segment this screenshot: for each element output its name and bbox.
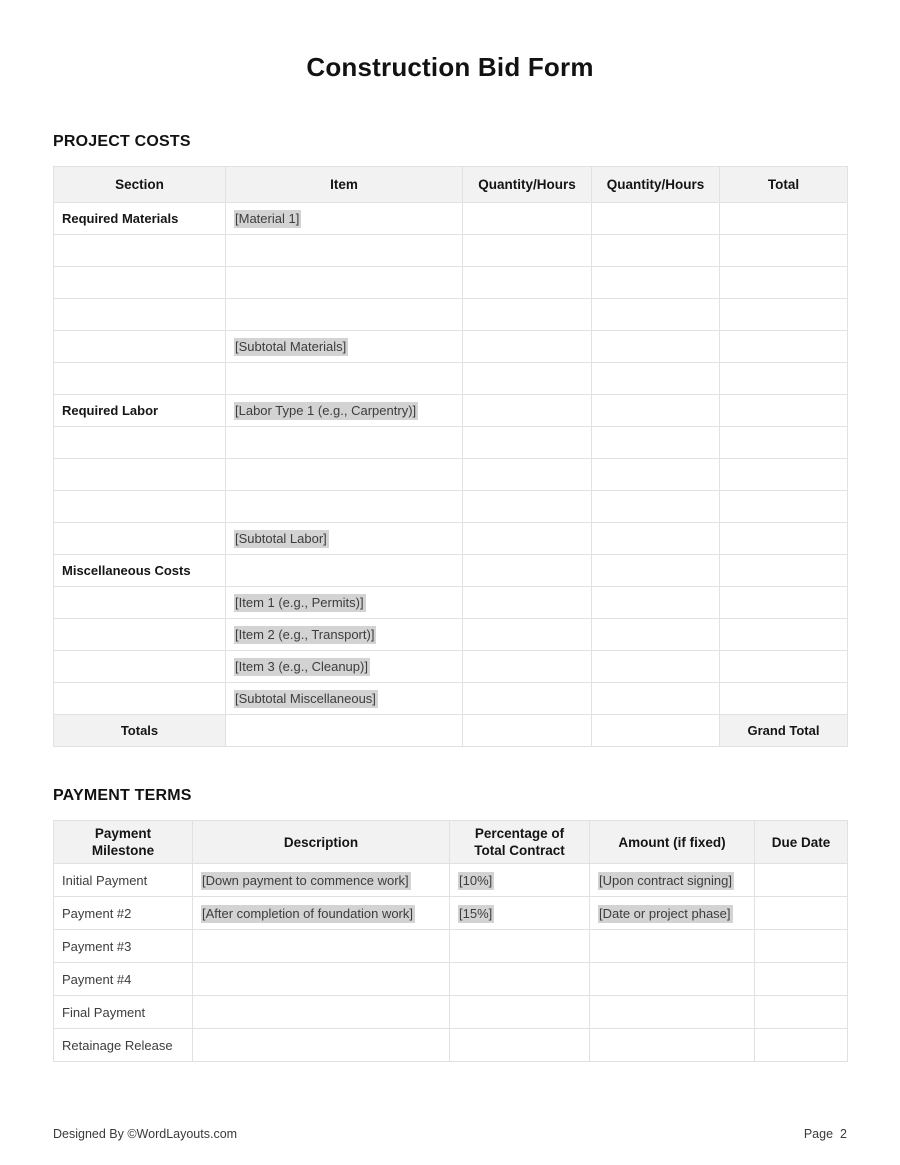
quantity-hours-cell <box>463 395 592 427</box>
project-costs-row <box>54 459 848 491</box>
column-header-item: Item <box>226 167 463 203</box>
quantity-hours-cell <box>592 715 720 747</box>
item-cell <box>226 203 463 235</box>
quantity-hours-cell <box>592 299 720 331</box>
quantity-hours-cell <box>463 619 592 651</box>
section-cell <box>54 267 226 299</box>
amount-cell <box>590 1029 755 1062</box>
quantity-hours-cell <box>463 459 592 491</box>
quantity-hours-cell <box>463 427 592 459</box>
form-field-placeholder[interactable]: [Item 2 (e.g., Transport)] <box>235 627 375 642</box>
column-header-percentage: Percentage of Total Contract <box>450 821 590 864</box>
item-cell <box>226 715 463 747</box>
project-costs-row <box>54 331 848 363</box>
section-cell: Totals <box>54 715 226 747</box>
page-title: Construction Bid Form <box>306 52 594 82</box>
column-header-payment-milestone: Payment Milestone <box>54 821 193 864</box>
form-field-placeholder[interactable]: [Down payment to commence work] <box>202 872 409 888</box>
quantity-hours-cell <box>592 203 720 235</box>
total-cell <box>720 363 848 395</box>
column-header-amount: Amount (if fixed) <box>590 821 755 864</box>
amount-cell <box>590 930 755 963</box>
item-cell <box>226 235 463 267</box>
item-cell <box>226 587 463 619</box>
quantity-hours-cell <box>592 523 720 555</box>
payment-terms-table <box>53 820 848 1062</box>
item-cell <box>226 555 463 587</box>
project-costs-row <box>54 427 848 459</box>
page-footer <box>53 1127 847 1141</box>
project-costs-header-row <box>54 167 848 203</box>
payment-milestone-cell: Payment #2 <box>54 897 193 930</box>
quantity-hours-cell <box>463 523 592 555</box>
quantity-hours-cell <box>592 491 720 523</box>
amount-cell <box>590 963 755 996</box>
form-field-placeholder[interactable]: [Item 3 (e.g., Cleanup)] <box>235 659 368 674</box>
item-cell <box>226 363 463 395</box>
section-cell <box>54 683 226 715</box>
payment-terms-row <box>54 996 848 1029</box>
total-cell <box>720 523 848 555</box>
amount-cell <box>590 996 755 1029</box>
section-cell <box>54 523 226 555</box>
payment-terms-header-row <box>54 821 848 864</box>
quantity-hours-cell <box>463 715 592 747</box>
section-cell: Required Materials <box>54 203 226 235</box>
page-number-value: 2 <box>840 1127 847 1141</box>
item-cell <box>226 619 463 651</box>
item-cell <box>226 331 463 363</box>
quantity-hours-cell <box>463 651 592 683</box>
form-field-placeholder[interactable]: [15%] <box>459 905 493 921</box>
quantity-hours-cell <box>463 331 592 363</box>
project-costs-row <box>54 363 848 395</box>
item-cell <box>226 395 463 427</box>
project-costs-row <box>54 651 848 683</box>
payment-terms-row <box>54 1029 848 1062</box>
payment-terms-body <box>54 864 848 1062</box>
form-field-placeholder[interactable]: [Labor Type 1 (e.g., Carpentry)] <box>235 403 417 418</box>
column-header-quantity-hours-2: Quantity/Hours <box>592 167 720 203</box>
quantity-hours-cell <box>592 619 720 651</box>
quantity-hours-cell <box>463 203 592 235</box>
quantity-hours-cell <box>592 587 720 619</box>
item-cell <box>226 299 463 331</box>
amount-cell <box>590 897 755 930</box>
form-field-placeholder[interactable]: [Subtotal Materials] <box>235 339 347 354</box>
payment-terms-row <box>54 897 848 930</box>
total-cell <box>720 331 848 363</box>
project-costs-row <box>54 715 848 747</box>
section-cell <box>54 363 226 395</box>
column-header-quantity-hours-1: Quantity/Hours <box>463 167 592 203</box>
due-date-cell <box>755 930 848 963</box>
section-cell <box>54 651 226 683</box>
page-number <box>804 1127 847 1141</box>
section-cell <box>54 587 226 619</box>
project-costs-row <box>54 523 848 555</box>
quantity-hours-cell <box>463 267 592 299</box>
project-costs-row <box>54 235 848 267</box>
payment-terms-heading: PAYMENT TERMS <box>53 787 192 804</box>
due-date-cell <box>755 897 848 930</box>
section-cell <box>54 459 226 491</box>
quantity-hours-cell <box>592 683 720 715</box>
total-cell <box>720 395 848 427</box>
column-header-description: Description <box>193 821 450 864</box>
form-field-placeholder[interactable]: [Material 1] <box>235 211 300 226</box>
section-cell <box>54 619 226 651</box>
project-costs-row <box>54 299 848 331</box>
total-cell <box>720 235 848 267</box>
form-field-placeholder[interactable]: [Subtotal Labor] <box>235 531 327 546</box>
item-cell <box>226 651 463 683</box>
section-cell <box>54 427 226 459</box>
percentage-cell <box>450 963 590 996</box>
column-header-section: Section <box>54 167 226 203</box>
total-cell <box>720 619 848 651</box>
quantity-hours-cell <box>463 363 592 395</box>
quantity-hours-cell <box>592 363 720 395</box>
form-field-placeholder[interactable]: [Date or project phase] <box>599 905 731 921</box>
total-cell <box>720 267 848 299</box>
column-header-due-date: Due Date <box>755 821 848 864</box>
quantity-hours-cell <box>463 683 592 715</box>
item-cell <box>226 683 463 715</box>
form-field-placeholder[interactable]: [Item 1 (e.g., Permits)] <box>235 595 364 610</box>
quantity-hours-cell <box>592 459 720 491</box>
total-cell: Grand Total <box>720 715 848 747</box>
section-cell <box>54 299 226 331</box>
quantity-hours-cell <box>463 235 592 267</box>
total-cell <box>720 651 848 683</box>
percentage-cell <box>450 930 590 963</box>
payment-terms-row <box>54 864 848 897</box>
payment-terms-row <box>54 930 848 963</box>
project-costs-row <box>54 491 848 523</box>
payment-milestone-cell: Initial Payment <box>54 864 193 897</box>
project-costs-row <box>54 395 848 427</box>
quantity-hours-cell <box>592 235 720 267</box>
quantity-hours-cell <box>463 491 592 523</box>
project-costs-body <box>54 203 848 747</box>
due-date-cell <box>755 996 848 1029</box>
project-costs-row <box>54 587 848 619</box>
form-field-placeholder[interactable]: [Upon contract signing] <box>599 872 732 888</box>
quantity-hours-cell <box>592 395 720 427</box>
item-cell <box>226 491 463 523</box>
section-cell <box>54 235 226 267</box>
total-cell <box>720 491 848 523</box>
total-cell <box>720 203 848 235</box>
payment-milestone-cell: Final Payment <box>54 996 193 1029</box>
percentage-cell <box>450 864 590 897</box>
project-costs-row <box>54 203 848 235</box>
payment-milestone-cell: Payment #3 <box>54 930 193 963</box>
quantity-hours-cell <box>592 427 720 459</box>
item-cell <box>226 427 463 459</box>
page-number-label: Page <box>803 1127 834 1141</box>
section-cell: Miscellaneous Costs <box>54 555 226 587</box>
description-cell <box>193 930 450 963</box>
project-costs-row <box>54 683 848 715</box>
project-costs-table <box>53 166 848 747</box>
quantity-hours-cell <box>592 651 720 683</box>
payment-milestone-cell: Payment #4 <box>54 963 193 996</box>
total-cell <box>720 555 848 587</box>
percentage-cell <box>450 897 590 930</box>
item-cell <box>226 267 463 299</box>
payment-terms-row <box>54 963 848 996</box>
description-cell <box>193 963 450 996</box>
description-cell <box>193 1029 450 1062</box>
quantity-hours-cell <box>463 587 592 619</box>
amount-cell <box>590 864 755 897</box>
quantity-hours-cell <box>592 267 720 299</box>
due-date-cell <box>755 864 848 897</box>
item-cell <box>226 459 463 491</box>
description-cell <box>193 897 450 930</box>
payment-milestone-cell: Retainage Release <box>54 1029 193 1062</box>
description-cell <box>193 996 450 1029</box>
quantity-hours-cell <box>592 555 720 587</box>
column-header-total: Total <box>720 167 848 203</box>
total-cell <box>720 427 848 459</box>
item-cell <box>226 523 463 555</box>
project-costs-row <box>54 619 848 651</box>
quantity-hours-cell <box>463 555 592 587</box>
quantity-hours-cell <box>463 299 592 331</box>
form-field-placeholder[interactable]: [After completion of foundation work] <box>202 905 414 921</box>
description-cell <box>193 864 450 897</box>
designed-by-credit: Designed By ©WordLayouts.com <box>53 1127 238 1141</box>
total-cell <box>720 299 848 331</box>
due-date-cell <box>755 963 848 996</box>
total-cell <box>720 459 848 491</box>
form-field-placeholder[interactable]: [10%] <box>459 872 493 888</box>
due-date-cell <box>755 1029 848 1062</box>
project-costs-row <box>54 555 848 587</box>
section-cell: Required Labor <box>54 395 226 427</box>
total-cell <box>720 683 848 715</box>
total-cell <box>720 587 848 619</box>
project-costs-heading: PROJECT COSTS <box>53 133 191 150</box>
section-cell <box>54 331 226 363</box>
section-cell <box>54 491 226 523</box>
percentage-cell <box>450 1029 590 1062</box>
project-costs-row <box>54 267 848 299</box>
form-field-placeholder[interactable]: [Subtotal Miscellaneous] <box>235 691 376 706</box>
quantity-hours-cell <box>592 331 720 363</box>
percentage-cell <box>450 996 590 1029</box>
